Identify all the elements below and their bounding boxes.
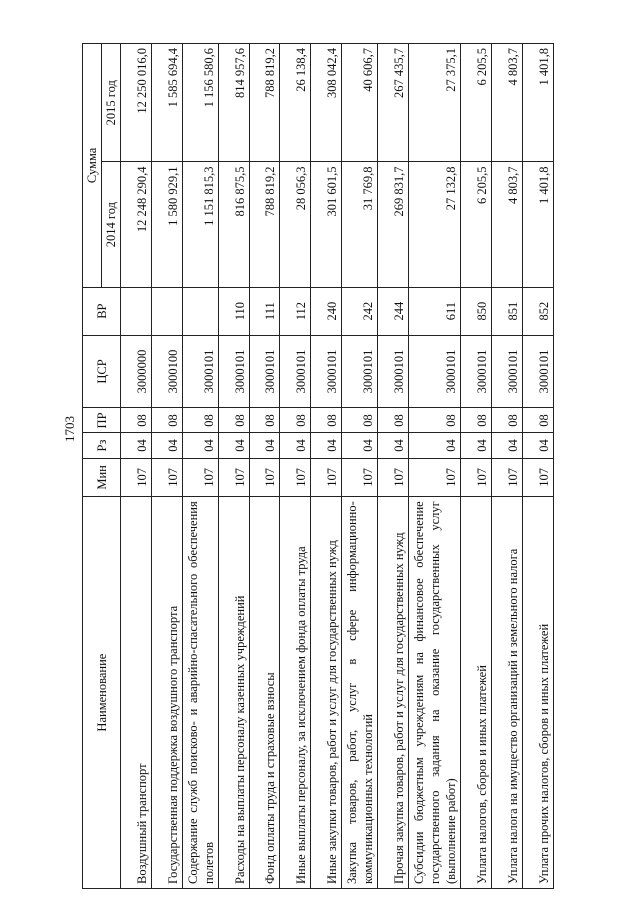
row-sum-2015: 788 819,2: [249, 44, 280, 162]
header-min: Мин: [83, 458, 121, 497]
row-pr: 08: [218, 408, 249, 433]
row-rz: 04: [121, 433, 152, 458]
row-min: 107: [182, 458, 218, 497]
row-vr: [121, 287, 152, 335]
row-name: Уплата прочих налогов, сборов и иных платежей: [523, 497, 554, 889]
row-rz: 04: [218, 433, 249, 458]
row-sum-2014: 788 819,2: [249, 162, 280, 287]
row-name: Иные выплаты персоналу, за исключением фонда оплаты труда: [280, 497, 311, 889]
row-sum-2014: 28 056,3: [280, 162, 311, 287]
row-rz: 04: [249, 433, 280, 458]
row-name: Расходы на выплаты персоналу казенных учреждений: [218, 497, 249, 889]
table-row: [461, 44, 492, 889]
row-vr: 611: [408, 287, 460, 335]
row-sum-2015: 308 042,4: [311, 44, 342, 162]
header-csr: ЦСР: [83, 335, 121, 408]
row-sum-2014: 1 580 929,1: [151, 162, 182, 287]
row-rz: 04: [408, 433, 460, 458]
row-vr: 242: [342, 287, 378, 335]
row-csr: 3000000: [121, 335, 152, 408]
row-sum-2015: 1 585 694,4: [151, 44, 182, 162]
row-vr: 111: [249, 287, 280, 335]
table-row: [121, 44, 152, 889]
header-row-1: [83, 44, 102, 889]
row-csr: 3000101: [182, 335, 218, 408]
row-pr: 08: [249, 408, 280, 433]
row-sum-2015: 6 205,5: [461, 44, 492, 162]
row-rz: 04: [523, 433, 554, 458]
row-rz: 04: [492, 433, 523, 458]
row-csr: 3000101: [342, 335, 378, 408]
row-vr: 244: [378, 287, 409, 335]
row-pr: 08: [523, 408, 554, 433]
row-name: Уплата налогов, сборов и иных платежей: [461, 497, 492, 889]
row-sum-2015: 40 606,7: [342, 44, 378, 162]
row-rz: 04: [342, 433, 378, 458]
row-vr: 110: [218, 287, 249, 335]
row-sum-2014: 31 769,8: [342, 162, 378, 287]
row-pr: 08: [378, 408, 409, 433]
row-sum-2014: 269 831,7: [378, 162, 409, 287]
table-row: [523, 44, 554, 889]
header-2015: 2015 год: [102, 44, 121, 162]
row-pr: 08: [461, 408, 492, 433]
page-number: 1703: [62, 416, 77, 442]
row-rz: 04: [461, 433, 492, 458]
row-sum-2015: 26 138,4: [280, 44, 311, 162]
row-csr: 3000101: [218, 335, 249, 408]
table-row: [249, 44, 280, 889]
row-rz: 04: [378, 433, 409, 458]
row-sum-2015: 27 375,1: [408, 44, 460, 162]
table-row: [378, 44, 409, 889]
row-sum-2014: 1 151 815,3: [182, 162, 218, 287]
row-pr: 08: [311, 408, 342, 433]
row-vr: [151, 287, 182, 335]
row-name: Фонд оплаты труда и страховые взносы: [249, 497, 280, 889]
row-rz: 04: [182, 433, 218, 458]
row-min: 107: [461, 458, 492, 497]
row-sum-2014: 301 601,5: [311, 162, 342, 287]
row-sum-2014: 27 132,8: [408, 162, 460, 287]
row-csr: 3000101: [492, 335, 523, 408]
row-sum-2015: 267 435,7: [378, 44, 409, 162]
table-row: [342, 44, 378, 889]
row-pr: 08: [408, 408, 460, 433]
row-csr: 3000101: [461, 335, 492, 408]
row-csr: 3000101: [311, 335, 342, 408]
row-name: Субсидии бюджетным учреждениям на финансовое обеспечение государственного задания на оказание государственных услуг (выполнение работ): [408, 497, 460, 889]
budget-table: [82, 43, 554, 889]
header-2014: 2014 год: [102, 162, 121, 287]
table-row: [408, 44, 460, 889]
row-min: 107: [523, 458, 554, 497]
row-csr: 3000100: [151, 335, 182, 408]
row-csr: 3000101: [523, 335, 554, 408]
row-pr: 08: [121, 408, 152, 433]
row-pr: 08: [342, 408, 378, 433]
row-pr: 08: [280, 408, 311, 433]
row-sum-2015: 4 803,7: [492, 44, 523, 162]
row-sum-2015: 12 250 016,0: [121, 44, 152, 162]
table-row: [218, 44, 249, 889]
row-min: 107: [218, 458, 249, 497]
row-name: Закупка товаров, работ, услуг в сфере информационно-коммуникационных технологий: [342, 497, 378, 889]
row-vr: 852: [523, 287, 554, 335]
row-sum-2015: 1 156 580,6: [182, 44, 218, 162]
row-csr: 3000101: [408, 335, 460, 408]
header-sum: Сумма: [83, 44, 102, 288]
row-min: 107: [342, 458, 378, 497]
row-csr: 3000101: [249, 335, 280, 408]
row-csr: 3000101: [378, 335, 409, 408]
table-body: [121, 44, 554, 889]
row-name: Государственная поддержка воздушного транспорта: [151, 497, 182, 889]
table-row: [151, 44, 182, 889]
row-vr: 112: [280, 287, 311, 335]
row-rz: 04: [280, 433, 311, 458]
header-name: Наименование: [83, 497, 121, 889]
table-row: [311, 44, 342, 889]
header-vr: ВР: [83, 287, 121, 335]
row-pr: 08: [151, 408, 182, 433]
table-row: [280, 44, 311, 889]
row-min: 107: [311, 458, 342, 497]
row-name: Прочая закупка товаров, работ и услуг для государственных нужд: [378, 497, 409, 889]
row-sum-2014: 6 205,5: [461, 162, 492, 287]
row-name: Иные закупки товаров, работ и услуг для государственных нужд: [311, 497, 342, 889]
row-min: 107: [151, 458, 182, 497]
row-pr: 08: [492, 408, 523, 433]
row-vr: 240: [311, 287, 342, 335]
budget-table-rotated: [82, 43, 554, 889]
row-pr: 08: [182, 408, 218, 433]
table-row: [182, 44, 218, 889]
row-vr: [182, 287, 218, 335]
row-sum-2014: 4 803,7: [492, 162, 523, 287]
row-sum-2014: 1 401,8: [523, 162, 554, 287]
row-min: 107: [492, 458, 523, 497]
header-pr: ПР: [83, 408, 121, 433]
row-sum-2015: 814 957,6: [218, 44, 249, 162]
row-min: 107: [408, 458, 460, 497]
row-sum-2015: 1 401,8: [523, 44, 554, 162]
row-rz: 04: [311, 433, 342, 458]
row-min: 107: [280, 458, 311, 497]
row-sum-2014: 12 248 290,4: [121, 162, 152, 287]
table-row: [492, 44, 523, 889]
row-name: Содержание служб поисково- и аварийно-спасательного обеспечения полетов: [182, 497, 218, 889]
row-csr: 3000101: [280, 335, 311, 408]
row-name: Уплата налога на имущество организаций и земельного налога: [492, 497, 523, 889]
row-min: 107: [121, 458, 152, 497]
row-name: Воздушный транспорт: [121, 497, 152, 889]
row-rz: 04: [151, 433, 182, 458]
row-min: 107: [249, 458, 280, 497]
row-vr: 851: [492, 287, 523, 335]
row-sum-2014: 816 875,5: [218, 162, 249, 287]
row-vr: 850: [461, 287, 492, 335]
header-rz: Рз: [83, 433, 121, 458]
row-min: 107: [378, 458, 409, 497]
